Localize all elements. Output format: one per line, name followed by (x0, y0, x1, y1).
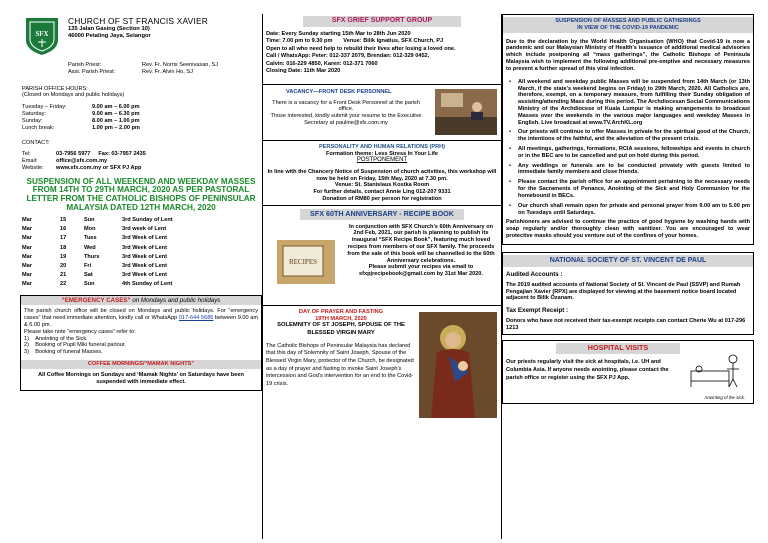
office-hours-note: (Closed on Mondays and public holidays) (22, 92, 125, 99)
svdp-tax-heading: Tax Exempt Receipt : (506, 307, 569, 315)
office-time: 1.00 pm – 2.00 pm (92, 124, 140, 131)
grief-line: Open to all who need help to rebuild their lives after losing a loved one. (266, 45, 456, 52)
office-time: 9.00 am – 6.30 pm (92, 111, 140, 118)
recipe-book-label: RECIPES (288, 257, 318, 266)
prayer-section (263, 305, 501, 392)
prayer-date: 19TH MARCH, 2020 (315, 315, 367, 322)
emergency-note: Please take note “emergency cases” refer to: (24, 328, 136, 335)
schedule-day: 21 (60, 271, 67, 278)
schedule-day: 16 (60, 226, 67, 233)
church-address-line1: 135 Jalan Gasing (Section 10) (68, 26, 150, 33)
logo-text: SFX (35, 30, 49, 38)
prh-body: In line with the Chancery Notice of Suspension of church activities, this workshop will now be held on Friday, 15th May, 2020 at 7.30 pm. (267, 168, 497, 182)
office-hours (20, 86, 262, 132)
svdp-tax-body: Donors who have not received their tax-exempt receipts can contact Cherie Wu at 017-296 1213 (506, 317, 746, 331)
anniversary-section (263, 205, 501, 305)
schedule-weekday: Wed (84, 244, 96, 251)
prh-title: PERSONALITY AND HUMAN RELATIONS (PRH) (318, 143, 446, 150)
schedule-weekday: Mon (84, 226, 96, 233)
prh-theme: Formation theme: Less Stress In Your Life (325, 150, 438, 157)
svdp-title: NATIONAL SOCIETY OF ST. VINCENT DE PAUL (503, 255, 753, 268)
mass-suspension-closing: Parishioners are advised to continue the practice of good hygiene by washing hands with soap regularly and/or thoroughly clean with sanitizer. You are encouraged to wear protective masks should you venture out of the confines of your homes. (506, 219, 750, 239)
emergency-box (20, 295, 262, 391)
prayer-body: The Catholic Bishops of Peninsular Malaysia has declared that this day of Solemnity of Saint Joseph, Spouse of the Blessed Virgin Mary, protector of the Church, be designated as a day of prayer and fasting to invoke Saint Joseph’s intercession and God’s intervention for an end to the Covid-19 crisis. (266, 342, 414, 388)
mass-suspension-box (502, 14, 754, 245)
grief-line: Calvin: 016-229 4850, Karen: 012-371 7060 (266, 60, 378, 67)
email-address[interactable]: office@sfx.com.my (56, 158, 108, 165)
grief-section (263, 14, 501, 27)
schedule-event: 3rd week of Lent (122, 226, 167, 233)
schedule-month: Mar (22, 262, 32, 269)
hospital-title: HOSPITAL VISITS (556, 343, 680, 354)
office-day: Saturday: (22, 111, 46, 118)
list-item: • All weekend and weekday public Masses will be suspended from 14th March (or 13th March, if the state’s weekend begins on Friday) to 29th March, 2020. All Catholics are, therefore, exempt, on a temporary measure, from fulfilling their Sunday obligation of assisting/attending Mass during this period. The Archdiocesan Social Communications Ministry of the Archdiocese of Kuala Lumpur is making arrangements to broadcast Masses over the weekends in the various major languages and weekday Masses in English. Live broadcast at www.TV.ArchKL.org (518, 79, 750, 127)
prh-venue: Venue: St. Stanislaus Kostka Room (334, 182, 430, 189)
church-address-line2: 46000 Petaling Jaya, Selangor (68, 33, 151, 40)
coffee-title: COFFEE MORNINGS/“MAMAK NIGHTS” (21, 360, 261, 369)
anniversary-title: SFX 60TH ANNIVERSARY - RECIPE BOOK (300, 209, 464, 220)
prayer-solemnity: SOLEMNITY OF ST JOSEPH, SPOUSE OF THE BLESSED VIRGIN MARY (277, 322, 405, 336)
list-item: • Please contact the parish office for an appointment pertaining to the necessary needs for the Sacraments of Penance, Anointing of the Sick and Holy Communion for the homebound in BECs. (518, 179, 750, 199)
email-label: Email: (22, 158, 38, 165)
prh-donation: Donation of RM80 per person for registration (322, 196, 442, 202)
emergency-title (21, 296, 261, 306)
suspension-banner: SUSPENSION OF ALL WEEKEND AND WEEKDAY MASSES FROM 14TH TO 29TH MARCH, 2020 AS PER PASTORAL LETTER FROM THE CATHOLIC BISHOPS OF PENINSULAR MALAYSIA DATED 12TH MARCH, 2020 (26, 176, 256, 212)
prh-section (263, 140, 501, 205)
emergency-item: 2) Booking of Pupil Miki funeral parlour. (24, 342, 126, 349)
front-desk-icon (435, 89, 497, 135)
schedule-month: Mar (22, 244, 32, 251)
hospital-body: Our priests regularly visit the sick at hospitals, i.e. UH and Columbia Asia. If anyone needs anointing, please contact the parish office or register using the SFX PJ App. (506, 359, 669, 381)
emergency-item: 1) Anointing of the Sick. (24, 335, 88, 342)
priest-name: Rev. Fr. Norris Seenivasan, SJ (142, 62, 219, 68)
schedule-day: 20 (60, 262, 67, 269)
emergency-phone-link[interactable]: 017-644 5686 (178, 315, 214, 322)
office-day: Lunch break: (22, 124, 55, 131)
list-item: • All meetings, gatherings, formations, RCIA sessions, fellowships and events in church or in the BEC are to be cancelled and put on hold during this period. (518, 146, 750, 160)
vacancy-body: There is a vacancy for a Front Desk Personnel at the parish office. (272, 99, 420, 113)
schedule-month: Mar (22, 280, 32, 287)
contact-section (20, 140, 262, 172)
church-header (20, 14, 262, 56)
grief-line: Call / WhatsApp: Peter: 012-337 2079, Brendan: 012-329 0452, (266, 53, 430, 60)
schedule-day: 15 (60, 217, 67, 224)
middle-column (262, 14, 502, 539)
list-item: • Our church shall remain open for private and personal prayer from 9.00 am to 5.00 pm on Tuesdays until Saturdays. (518, 203, 750, 217)
hospital-caption: Anointing of the sick. (704, 395, 745, 401)
right-column (502, 14, 754, 539)
emergency-title-sub: on Mondays and public holidays (130, 296, 221, 304)
st-joseph-icon (419, 312, 497, 418)
schedule-event: 3rd Week of Lent (122, 244, 167, 251)
prh-postponement: POSTPONEMENT (356, 157, 408, 164)
vacancy-title: VACANCY—FRONT DESK PERSONNEL (286, 88, 392, 95)
recipe-book-icon (277, 240, 335, 284)
schedule-weekday: Fri (84, 262, 92, 269)
grief-line: Closing Date: 11th Mar 2020 (266, 68, 341, 75)
church-name: CHURCH OF ST FRANCIS XAVIER (68, 16, 209, 26)
lent-schedule (20, 217, 262, 288)
fax-number: Fax: 03-7957 2435 (98, 151, 146, 158)
office-hours-title: PARISH OFFICE HOURS: (22, 85, 88, 92)
prh-details: For further details, contact Annie Ling 012-207 9331 (313, 189, 451, 196)
list-item: • Any weddings or funerals are to be conducted privately with guests limited to immediate family members and close friends. (518, 163, 750, 177)
list-item: • Our priests will continue to offer Masses in private for the spiritual good of the Church, the intentions of the faithful, and the alleviation of the present crisis. (518, 129, 750, 143)
mass-suspension-list (506, 79, 750, 217)
schedule-month: Mar (22, 217, 32, 224)
church-logo-icon (22, 16, 62, 56)
svdp-audit-body: The 2019 audited accounts of National Society of St. Vincent de Paul (SSVP) and Rumah Pengajian Xavier (RPX) are displayed for viewing at the basement notice board located adjacent to Bilik Őzanam. (506, 281, 741, 302)
office-day: Sunday: (22, 117, 43, 124)
emergency-title-main: “EMERGENCY CASES” (61, 296, 131, 304)
vacancy-contact: Those interested, kindly submit your resume to the Executive Secretary at pauline@sfx.com.my (270, 113, 422, 127)
office-time: 8.00 am – 1.00 pm (92, 117, 140, 124)
vacancy-section (263, 84, 501, 140)
svdp-box (502, 252, 754, 336)
priest-name: Rev. Fr. Alvin Ho, SJ (142, 68, 193, 75)
schedule-event: 4th Sunday of Lent (122, 280, 173, 287)
grief-line: Date: Every Sunday starting 15th Mar to 28th Jun 2020 (266, 30, 411, 37)
grief-line: Time: 7.00 pm to 9.30 pm Venue: Bilik Ignatius, SFX Church, PJ (266, 38, 444, 45)
schedule-weekday: Tues (84, 235, 97, 242)
emergency-item: 3) Booking of funeral Masses. (24, 349, 103, 356)
hospital-box (502, 340, 754, 404)
priest-role: Asst. Parish Priest: (68, 68, 116, 75)
left-column (20, 14, 262, 539)
website-label: Website: (22, 164, 44, 171)
schedule-event: 3rd Week of Lent (122, 271, 167, 278)
schedule-month: Mar (22, 271, 32, 278)
anniversary-submit: Please submit your recipes via email to sfxpjrecipebook@gmail.com by 31st Mar 2020. (359, 264, 483, 278)
schedule-event: 3rd Week of Lent (122, 253, 167, 260)
office-time: 9.00 am – 6.00 pm (92, 104, 140, 111)
contact-title: CONTACT: (22, 139, 50, 146)
tel-label: Tel: (22, 151, 31, 158)
schedule-weekday: Sat (84, 271, 93, 278)
website-link[interactable]: www.sfx.com.my or SFX PJ App (56, 164, 142, 171)
schedule-day: 17 (60, 235, 67, 242)
priest-role: Parish Priest: (68, 62, 102, 68)
schedule-weekday: Thurs (84, 253, 100, 260)
grief-details (263, 27, 501, 76)
emergency-body: The parish church office will be closed on Mondays and public holidays. For “emergency cases” that need immediate attention, kindly call or WhatsApp 017-644 5686 between 9.00 am & 6.00 pm. (24, 308, 259, 328)
prayer-title: DAY OF PRAYER AND FASTING (298, 308, 384, 315)
svdp-audit-heading: Audited Accounts : (506, 271, 563, 279)
schedule-day: 18 (60, 244, 67, 251)
schedule-event: 3rd Sunday of Lent (122, 217, 173, 224)
anniversary-body: In conjunction with SFX Church’s 60th Anniversary on 2nd Feb, 2021, our parish is planning to publish its inaugural “SFX Recipe Book”, featuring much loved recipes from members of our SFX family. The proceeds from the sale of this book will be channelled to the 60th Anniversary celebrations. (347, 223, 495, 264)
schedule-day: 22 (60, 280, 67, 287)
grief-title: SFX GRIEF SUPPORT GROUP (303, 16, 461, 27)
schedule-weekday: Sun (84, 217, 95, 224)
schedule-weekday: Sun (84, 280, 95, 287)
priests-list (68, 62, 262, 76)
schedule-event: 3rd Week of Lent (122, 262, 167, 269)
anointing-sick-icon (687, 345, 749, 393)
schedule-month: Mar (22, 226, 32, 233)
mass-suspension-subtitle: IN VIEW OF THE COVID-19 PANDEMIC (577, 24, 679, 31)
schedule-month: Mar (22, 235, 32, 242)
mass-suspension-intro: Due to the declaration by the World Health Organisation (WHO) that Covid-19 is now a pandemic and our Malaysian Ministry of Health’s issuance of additional medical advisories which include postponing all “mass gatherings”, the Catholic Bishops of Peninsula Malaysia wish to implement the following additional pre-emptive and necessary measures to prevent a further spread of this viral infection. (506, 38, 750, 72)
schedule-month: Mar (22, 253, 32, 260)
office-day: Tuesday – Friday: (22, 104, 67, 111)
tel-number[interactable]: 03-7956 5977 (56, 151, 91, 158)
coffee-body: All Coffee Mornings on Sundays and ‘Mamak Nights’ on Saturdays have been suspended with immediate effect. (38, 371, 244, 385)
schedule-event: 3rd Week of Lent (122, 235, 167, 242)
mass-suspension-title: SUSPENSION OF MASSES AND PUBLIC GATHERINGS (555, 18, 701, 24)
schedule-day: 19 (60, 253, 67, 260)
